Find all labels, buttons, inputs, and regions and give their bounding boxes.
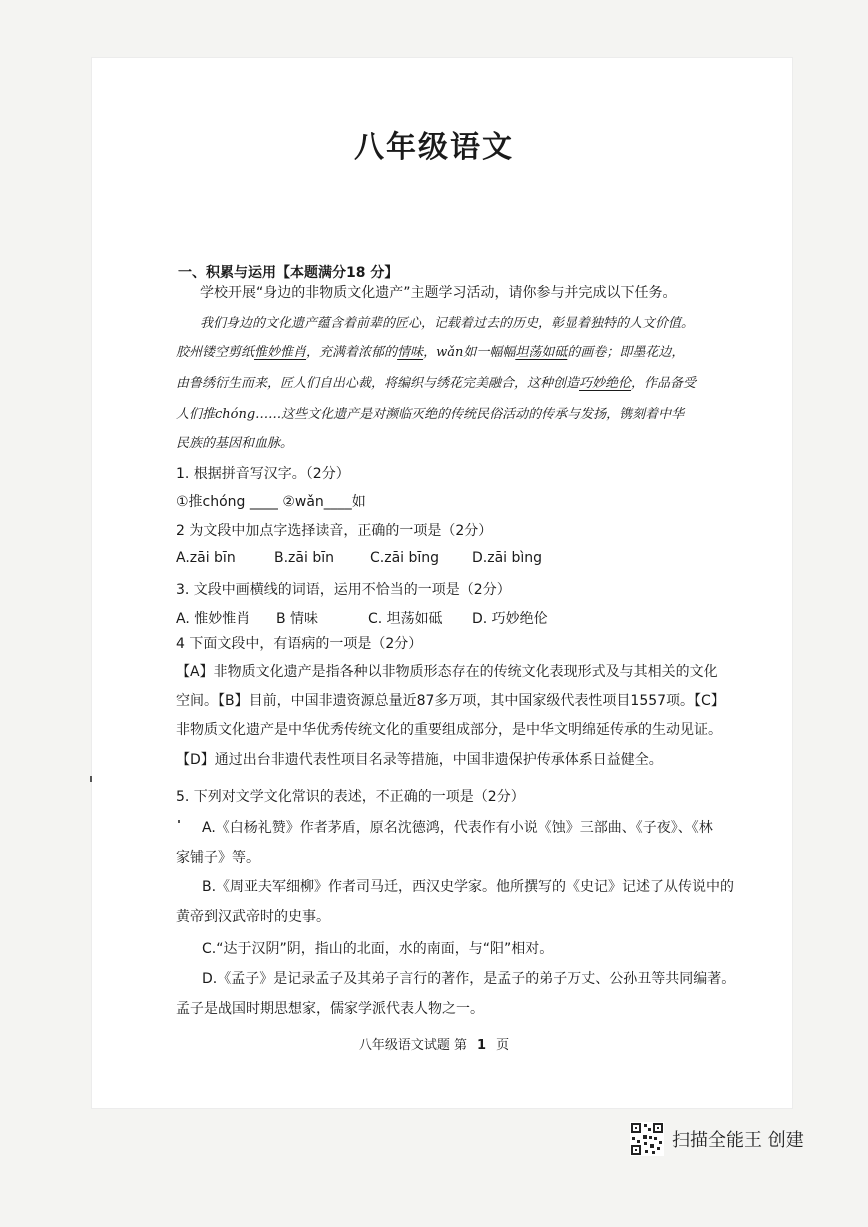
question-2-option-b: B.zāi bīn [274, 550, 334, 566]
page-title: 八年级语文 [354, 130, 514, 165]
underlined-term: 坦荡如砥 [515, 345, 568, 360]
passage-line-3 [176, 372, 696, 391]
scan-speck [178, 820, 180, 823]
passage-text: 由鲁绣衍生而来，匠人们自出心裁，将编织与绣花完美融合，这种创造 [176, 376, 580, 391]
passage-text: 胶州镂空剪纸 [176, 345, 255, 360]
question-5-option-c: C.“达于汉阴”阴，指山的北面，水的南面，与“阳”相对。 [202, 941, 554, 957]
watermark-text: 扫描全能王 创建 [672, 1130, 804, 1151]
underlined-term: 惟妙惟肖 [254, 345, 307, 360]
question-3-option-b: B 情味 [276, 611, 319, 627]
question-4-passage-line: 空间。【B】目前，中国非遗资源总量近87多万项，其中国家级代表性项目1557项。【C】 [176, 693, 725, 709]
passage-text: ，充满着浓郁的 [306, 345, 398, 360]
passage-line-4: 人们推chóng……这些文化遗产是对濒临灭绝的传统民俗活动的传承与发扬，镌刻着中华 [176, 407, 685, 422]
passage-text: 的画卷；即墨花边， [567, 345, 685, 360]
footer-suffix: 页 [496, 1038, 510, 1053]
qr-code-icon [630, 1122, 664, 1156]
question-2-option-d: D.zāi bìng [472, 550, 543, 566]
passage-text: ，作品备受 [631, 376, 697, 391]
question-4-passage-line: 非物质文化遗产是中华优秀传统文化的重要组成部分，是中华文明绵延传承的生动见证。 [176, 722, 722, 738]
passage-line-2 [176, 341, 684, 360]
page-number: 1 [477, 1038, 487, 1053]
question-4-stem: 4 下面文段中，有语病的一项是（2分） [176, 636, 423, 652]
task-intro: 学校开展“身边的非物质文化遗产”主题学习活动，请你参与并完成以下任务。 [200, 285, 677, 301]
passage-line-5: 民族的基因和血脉。 [176, 436, 294, 451]
section-heading: 一、积累与运用【本题满分18 分】 [178, 265, 399, 281]
question-3-option-a: A. 惟妙惟肖 [176, 611, 251, 627]
question-1-answer-line: ①推chóng ____ ②wǎn____如 [176, 494, 366, 510]
question-2-option-c: C.zāi bīng [370, 550, 440, 566]
question-4-passage-line: 【D】通过出台非遗代表性项目名录等措施，中国非遗保护传承体系日益健全。 [176, 752, 663, 768]
underlined-term: 巧妙绝伦 [579, 376, 632, 391]
question-5-option-b: B.《周亚夫军细柳》作者司马迁，西汉史学家。他所撰写的《史记》记述了从传说中的 [202, 879, 735, 895]
question-5-option-a: A.《白杨礼赞》作者茅盾，原名沈德鸿，代表作有小说《蚀》三部曲、《子夜》、《林 [202, 820, 713, 836]
question-5-option-d-cont: 孟子是战国时期思想家，儒家学派代表人物之一。 [176, 1001, 484, 1017]
question-1-stem: 1. 根据拼音写汉字。（2分） [176, 466, 350, 482]
page-footer [0, 1034, 868, 1053]
question-3-option-c: C. 坦荡如砥 [368, 611, 443, 627]
question-3-stem: 3. 文段中画横线的词语，运用不恰当的一项是（2分） [176, 582, 511, 598]
scanner-watermark [630, 1122, 804, 1156]
passage-text: ，wǎn如一幅幅 [423, 345, 516, 360]
question-4-passage-line: 【A】非物质文化遗产是指各种以非物质形态存在的传统文化表现形式及与其相关的文化 [176, 664, 718, 680]
question-5-option-a-cont: 家铺子》等。 [176, 850, 260, 866]
scan-speck [90, 776, 92, 782]
question-2-stem: 2 为文段中加点字选择读音，正确的一项是（2分） [176, 523, 493, 539]
question-5-option-b-cont: 黄帝到汉武帝时的史事。 [176, 909, 330, 925]
underlined-term: 情味 [397, 345, 424, 360]
question-2-option-a: A.zāi bīn [176, 550, 236, 566]
footer-label: 八年级语文试题 第 [358, 1038, 468, 1053]
passage-line-1: 我们身边的文化遗产蕴含着前辈的匠心，记载着过去的历史，彰显着独特的人文价值。 [200, 316, 695, 331]
question-3-option-d: D. 巧妙绝伦 [472, 611, 548, 627]
question-5-stem: 5. 下列对文学文化常识的表述，不正确的一项是（2分） [176, 789, 525, 805]
question-5-option-d: D.《孟子》是记录孟子及其弟子言行的著作，是孟子的弟子万丈、公孙丑等共同编著。 [202, 971, 736, 987]
